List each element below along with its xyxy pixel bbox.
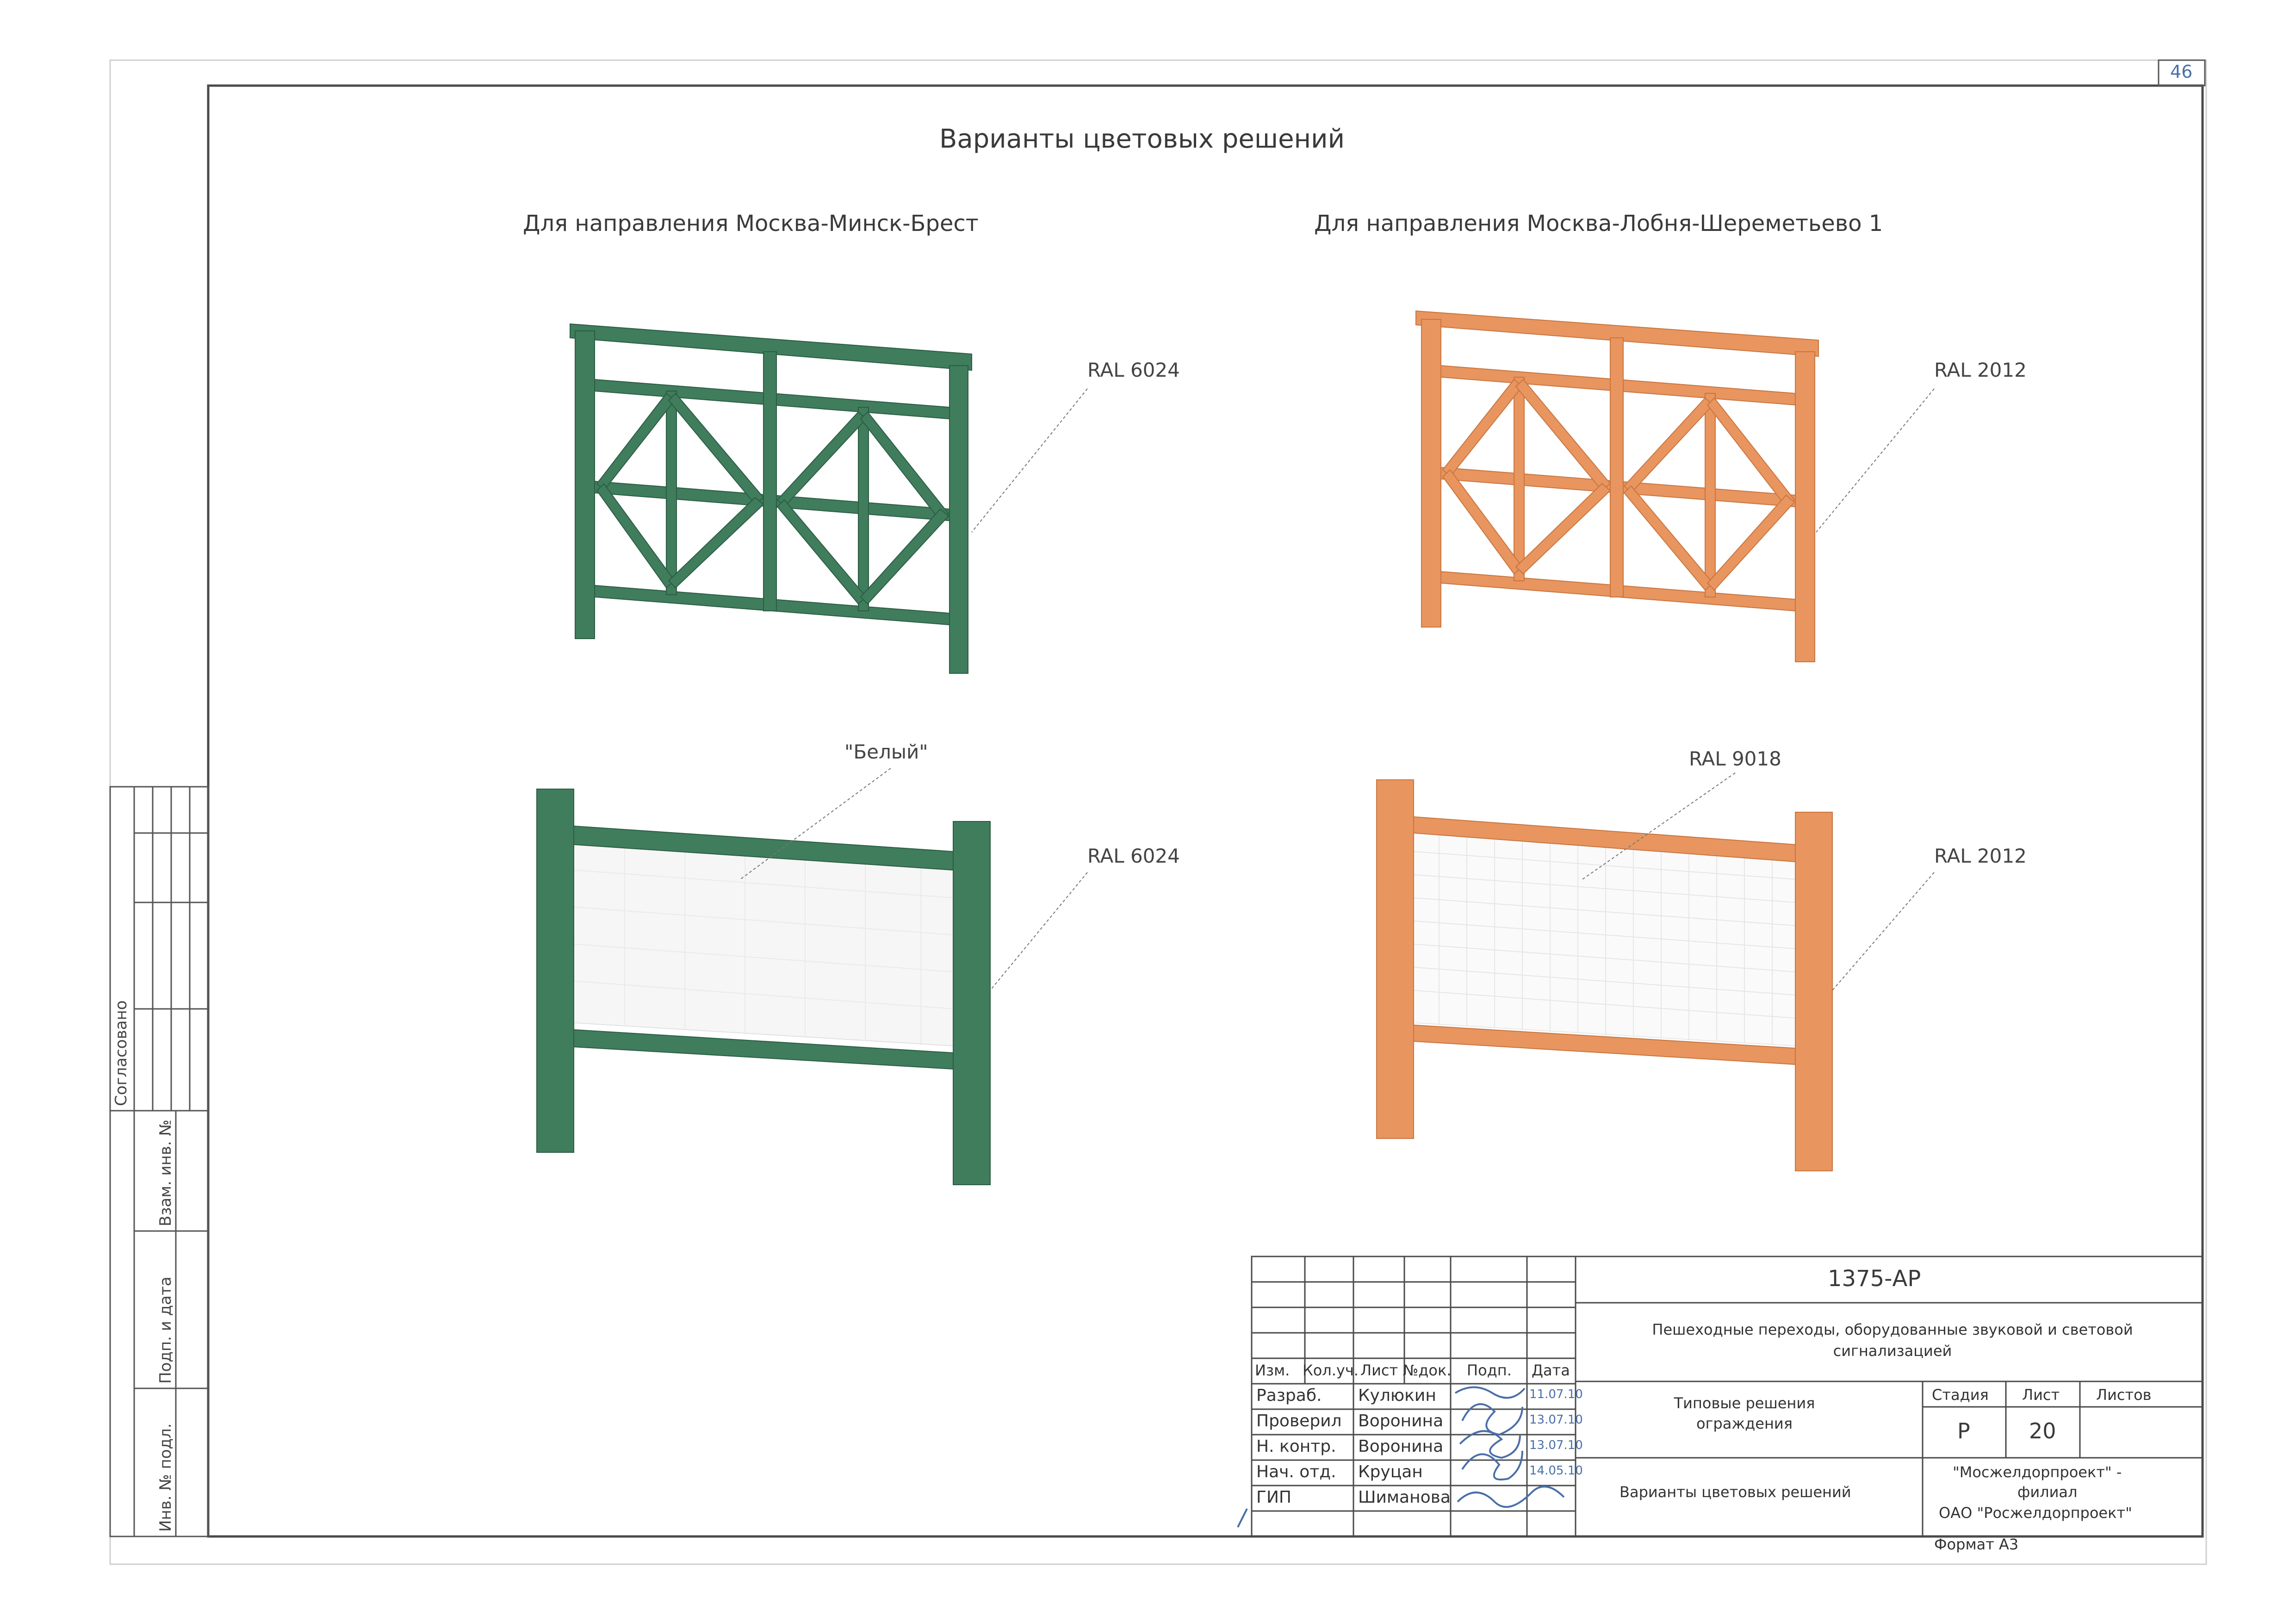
tb-stadia-value: Р [1957,1418,1970,1443]
callout-bottom-right-mesh: RAL 9018 [1689,747,1781,770]
tb-row-4-name: Шиманова [1358,1488,1451,1507]
tb-row-3-date: 14.05.10 [1529,1464,1583,1478]
tb-row-2-name: Воронина [1358,1437,1444,1456]
tb-row-1-name: Воронина [1358,1412,1444,1430]
callout-bottom-left-frame: RAL 6024 [1087,845,1180,867]
tb-header-data: Дата [1532,1362,1570,1379]
sheet-mark: 46 [2170,62,2193,82]
tb-row-1-role: Проверил [1256,1412,1342,1430]
tb-header-izm: Изм. [1255,1362,1290,1379]
tb-header-list2: Лист [2022,1386,2060,1404]
tb-header-listov: Листов [2096,1386,2152,1404]
tb-format: Формат А3 [1934,1536,2019,1553]
callout-bottom-right-frame: RAL 2012 [1934,845,2027,867]
callout-top-right: RAL 2012 [1934,359,2027,381]
tb-company-3: ОАО "Росжелдорпроект" [1939,1504,2132,1522]
tb-header-podp: Подп. [1467,1362,1512,1379]
tb-header-stadia: Стадия [1932,1386,1989,1404]
fence-green-mesh [537,789,990,1185]
tb-project: Пешеходные переходы, оборудованные звуковой и световой сигнализацией [1652,1321,2133,1360]
tb-row-0-date: 11.07.10 [1529,1387,1583,1401]
right-direction-heading: Для направления Москва-Лобня-Шереметьево 1 [1314,211,1883,236]
side-podp-data: Подп. и дата [156,1276,175,1384]
tb-row-4-role: ГИП [1256,1488,1291,1507]
tb-row-2-role: Н. контр. [1256,1437,1336,1456]
tb-header-list: Лист [1360,1362,1398,1379]
tb-sheet-title: Варианты цветовых решений [1620,1483,1851,1501]
tb-section: Типовые решения ограждения [1674,1394,1815,1432]
fence-orange-lattice [1416,311,1818,662]
fence-green-lattice [570,324,972,673]
left-direction-heading: Для направления Москва-Минск-Брест [523,211,979,236]
tb-header-ndok: №док. [1403,1362,1452,1379]
tb-company-1: "Мосжелдорпроект" - [1953,1463,2122,1481]
tb-list-value: 20 [2029,1418,2056,1443]
fence-orange-mesh [1377,780,1832,1171]
tb-header-kol: Кол.уч. [1303,1362,1359,1379]
tb-row-1-date: 13.07.10 [1529,1413,1583,1427]
side-inv-podl: Инв. № подл. [156,1423,175,1532]
page-title: Варианты цветовых решений [939,124,1345,154]
callout-top-left: RAL 6024 [1087,359,1180,381]
tb-company-2: филиал [2017,1483,2078,1501]
tb-row-3-role: Нач. отд. [1256,1462,1336,1481]
tb-row-0-name: Кулюкин [1358,1386,1436,1405]
tb-row-0-role: Разраб. [1256,1386,1322,1405]
side-agreed: Согласовано [112,1000,130,1106]
side-vzam-inv: Взам. инв. № [156,1119,175,1226]
tb-row-3-name: Круцан [1358,1462,1423,1481]
callout-bottom-left-mesh: "Белый" [844,740,928,763]
tb-row-2-date: 13.07.10 [1529,1438,1583,1452]
tb-code: 1375-АР [1828,1266,1921,1292]
